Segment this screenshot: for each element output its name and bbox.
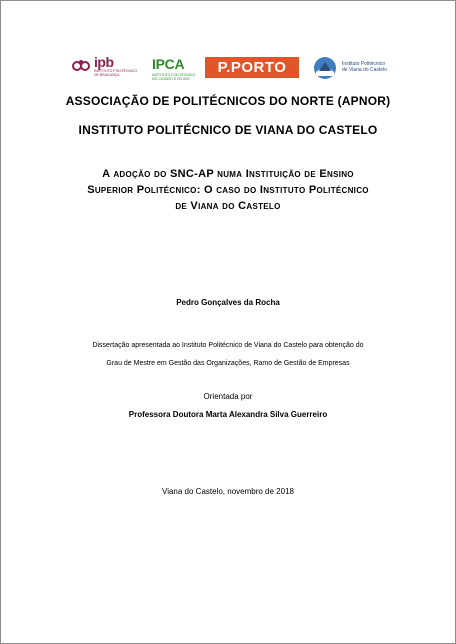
- ipca-logo: [152, 56, 194, 80]
- ipca-wordmark: IPCA: [152, 56, 185, 72]
- oriented-by-label: Orientada por: [203, 392, 253, 401]
- ipvc-name: Instituto Politécnico de Viana do Castelo: [342, 61, 387, 73]
- place-date: Viana do Castelo, novembro de 2018: [162, 487, 294, 496]
- thesis-title: A adoção do SNC-AP numa Instituição de Ensino Superior Politécnico: O caso do Instituto Politécnico de Viana do Castelo: [87, 168, 369, 212]
- logo-strip: [0, 56, 456, 82]
- ipb-logo: [72, 56, 144, 80]
- author-name: Pedro Gonçalves da Rocha: [176, 298, 280, 307]
- ipb-subtitle: INSTITUTO POLITÉCNICO DE BRAGANÇA: [94, 69, 138, 77]
- association-heading: ASSOCIAÇÃO DE POLITÉCNICOS DO NORTE (APNOR): [65, 94, 391, 108]
- dissertation-description: Dissertação apresentada ao Instituto Politécnico de Viana do Castelo para obtenção do Grau de Mestre em Gestão das Organizações, Ramo de Gestão de Empresas: [92, 342, 364, 367]
- ipvc-logo: [312, 56, 392, 80]
- supervisor-name: Professora Doutora Marta Alexandra Silva Guerreiro: [128, 410, 328, 419]
- pporto-logo: P.PORTO: [205, 57, 299, 78]
- institute-heading: INSTITUTO POLITÉCNICO DE VIANA DO CASTELO: [78, 123, 378, 137]
- ipb-wordmark: ipb: [94, 54, 114, 70]
- ipb-emblem-icon: [72, 58, 92, 74]
- ipvc-emblem-icon: [312, 56, 338, 80]
- ipca-subtitle: INSTITUTO POLITÉCNICO DO CÁVADO E DO AVE: [152, 73, 196, 81]
